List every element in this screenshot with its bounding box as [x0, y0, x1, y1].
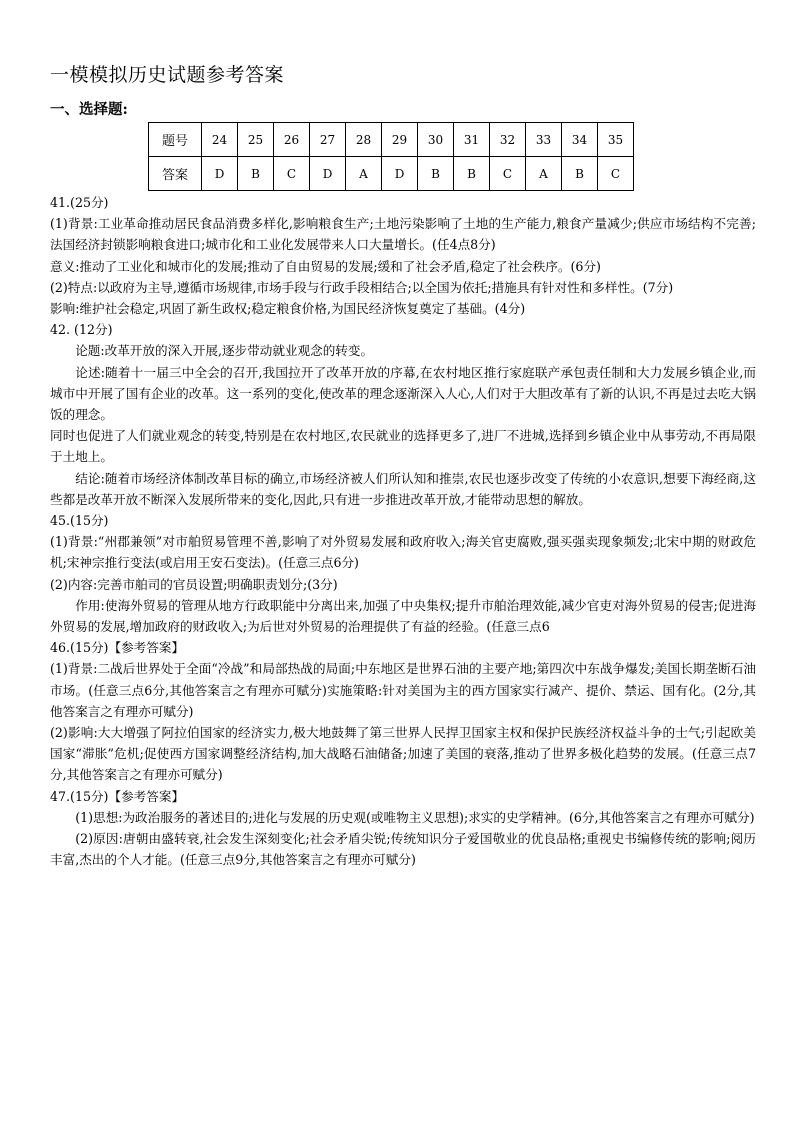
- question-number: 32: [490, 123, 526, 157]
- table-answer-label: 答案: [149, 157, 202, 191]
- q41-part2-features: (2)特点:以政府为主导,遵循市场规律,市场手段与行政手段相结合;以全国为依托;措施具有针对性和多样性。(7分): [50, 279, 674, 295]
- question-number: 31: [454, 123, 490, 157]
- q42-conclusion: 结论:随着市场经济体制改革目标的确立,市场经济被人们所认知和推崇,农民也逐步改变了传统的小农意识,想要下海经商,这些都是改革开放不断深入发展所带来的变化,因此,只有进一步推进改革开放,才能带动思想的解放。: [50, 470, 756, 507]
- answer-cell: C: [598, 157, 634, 191]
- answer-cell: D: [310, 157, 346, 191]
- q41-significance: 意义:推动了工业化和城市化的发展;推动了自由贸易的发展;缓和了社会矛盾,稳定了社会秩序。(6分): [50, 258, 601, 274]
- question-number: 30: [418, 123, 454, 157]
- answer-body: [50, 192, 756, 871]
- q41-impact: 影响:维护社会稳定,巩固了新生政权;稳定粮食价格,为国民经济恢复奠定了基础。(4分): [50, 301, 526, 317]
- answer-cell: B: [562, 157, 598, 191]
- q45-effect: 作用:使海外贸易的管理从地方行政职能中分离出来,加强了中央集权;提升市舶治理效能,减少官吏对海外贸易的侵害;促进海外贸易的发展,增加政府的财政收入;为后世对外贸易的治理提供了有益的经验。(任意三点6: [50, 597, 756, 635]
- table-header-label: 题号: [149, 123, 202, 157]
- q45-heading: 45.(15分): [50, 513, 109, 529]
- section-heading-choice: 一、选择题:: [50, 101, 128, 118]
- answer-cell: B: [418, 157, 454, 191]
- table-row-answers: [149, 157, 634, 191]
- q47-heading: 47.(15分)【参考答案】: [50, 788, 185, 804]
- answer-cell: B: [238, 157, 274, 191]
- answer-cell: A: [346, 157, 382, 191]
- question-number: 29: [382, 123, 418, 157]
- question-number: 24: [202, 123, 238, 157]
- q42-heading: 42. (12分): [50, 322, 113, 338]
- q47-part2-reasons: (2)原因:唐朝由盛转衰,社会发生深刻变化;社会矛盾尖锐;传统知识分子爱国敬业的优良品格;重视史书编修传统的影响;阅历丰富,杰出的个人才能。(任意三点9分,其他答案言之有理亦可赋分): [50, 831, 756, 868]
- answer-cell: D: [202, 157, 238, 191]
- q42-thesis: 论题:改革开放的深入开展,逐步带动就业观念的转变。: [75, 343, 374, 359]
- page-title: 一模模拟历史试题参考答案: [50, 64, 285, 86]
- q46-heading: 46.(15分)【参考答案】: [50, 640, 185, 656]
- q47-part1-thought: (1)思想:为政治服务的著述目的;进化与发展的历史观(或唯物主义思想);求实的史学精神。(6分,其他答案言之有理亦可赋分): [75, 809, 755, 825]
- question-number: 34: [562, 123, 598, 157]
- table-row-numbers: [149, 123, 634, 157]
- question-number: 27: [310, 123, 346, 157]
- question-number: 25: [238, 123, 274, 157]
- answer-cell: B: [454, 157, 490, 191]
- question-number: 26: [274, 123, 310, 157]
- answer-cell: C: [274, 157, 310, 191]
- q42-argument: 论述:随着十一届三中全会的召开,我国拉开了改革开放的序幕,在农村地区推行家庭联产承包责任制和大力发展乡镇企业,而城市中开展了国有企业的改革。这一系列的变化,使改革的理念逐渐深入人心,人们对于大胆改革有了新的认识,不再是过去吃大锅饭的理念。: [50, 364, 756, 423]
- q42-argument-continued: 同时也促进了人们就业观念的转变,特别是在农村地区,农民就业的选择更多了,进厂不进城,选择到乡镇企业中从事劳动,不再局限于土地上。: [50, 428, 756, 465]
- answer-cell: D: [382, 157, 418, 191]
- answer-cell: A: [526, 157, 562, 191]
- q41-part1-background: (1)背景:工业革命推动居民食品消费多样化,影响粮食生产;土地污染影响了土地的生产能力,粮食产量减少;供应市场结构不完善;法国经济封锁影响粮食进口;城市化和工业化发展带来人口大量增长。(任4点8分): [50, 216, 756, 253]
- answer-cell: C: [490, 157, 526, 191]
- q41-heading: 41.(25分): [50, 195, 109, 210]
- q45-part1-background: (1)背景:“州郡兼领”对市舶贸易管理不善,影响了对外贸易发展和政府收入;海关官吏腐败,强买强卖现象频发;北宋中期的财政危机;宋神宗推行变法(或启用王安石变法)。(任意三点6分): [50, 534, 756, 571]
- q46-part2-impact: (2)影响:大大增强了阿拉伯国家的经济实力,极大地鼓舞了第三世界人民捍卫国家主权和保护民族经济权益斗争的士气;引起欧美国家“滞胀”危机;促使西方国家调整经济结构,加大战略石油储备;加速了美国的衰落,推动了世界多极化趋势的发展。(任意三点7分,其他答案言之有理亦可赋分): [50, 725, 756, 783]
- answer-table: [148, 122, 634, 191]
- question-number: 35: [598, 123, 634, 157]
- question-number: 33: [526, 123, 562, 157]
- q46-part1-background: (1)背景:二战后世界处于全面“冷战”和局部热战的局面;中东地区是世界石油的主要产地;第四次中东战争爆发;美国长期垄断石油市场。(任意三点6分,其他答案言之有理亦可赋分)实施策略:针对美国为主的西方国家实行减产、提价、禁运、国有化。(2分,其他答案言之有理亦可赋分): [50, 661, 756, 719]
- q45-part2-content: (2)内容:完善市舶司的官员设置;明确职责划分;(3分): [50, 576, 338, 592]
- question-number: 28: [346, 123, 382, 157]
